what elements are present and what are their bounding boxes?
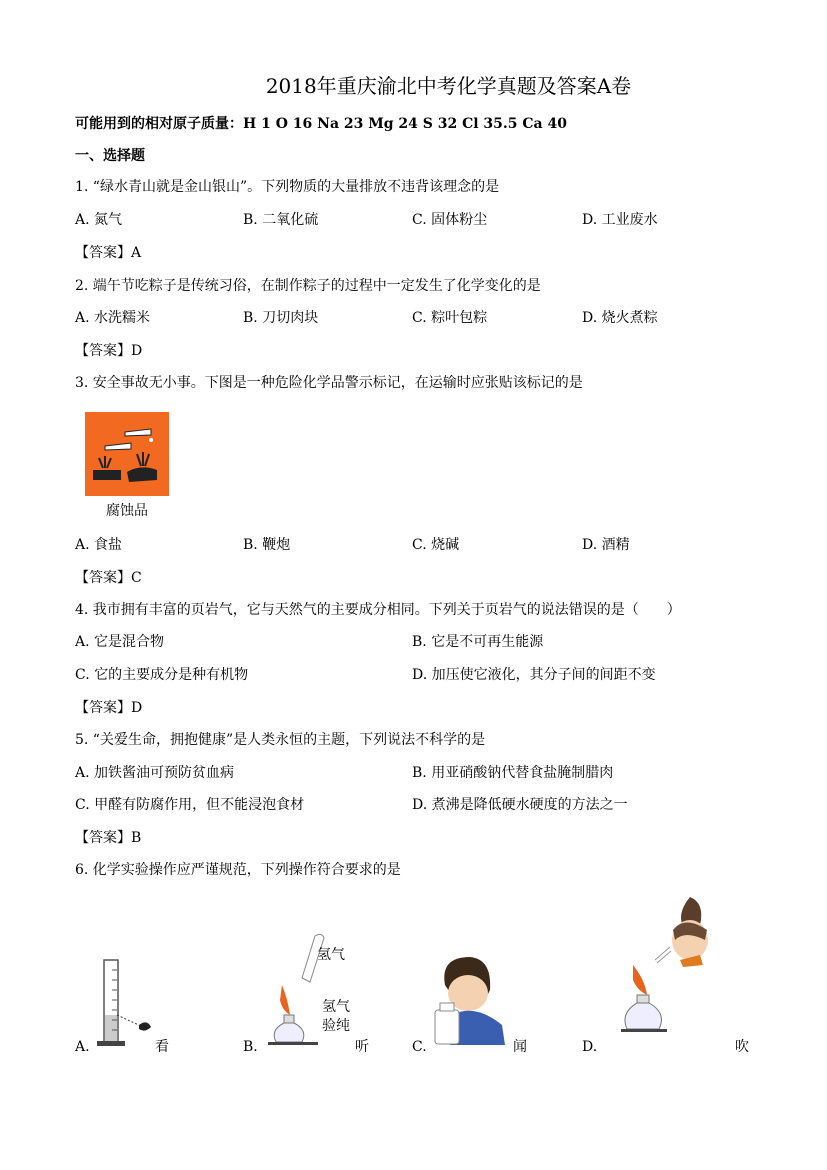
q6-option-c-word: 闻 [513,1039,527,1055]
section-heading: 一、选择题 [75,148,145,164]
test-label-2: 验纯 [322,1018,350,1034]
blowing-out-lamp-illustration [615,895,725,1045]
q3-option-c: C. 烧碱 [412,537,460,553]
q6-option-d: D. [582,1039,598,1055]
test-label-1: 氢气 [322,999,350,1015]
corrosive-warning-sign [85,412,169,496]
q1-option-c: C. 固体粉尘 [412,212,488,228]
q5-answer: 【答案】B [75,830,142,846]
question-6-stem: 6. 化学实验操作应严谨规范，下列操作符合要求的是 [75,862,401,878]
q6-option-b: B. [243,1039,258,1055]
question-2-stem: 2. 端午节吃粽子是传统习俗，在制作粽子的过程中一定发生了化学变化的是 [75,278,541,294]
q3-option-b: B. 鞭炮 [243,537,291,553]
q6-option-a: A. [75,1039,90,1055]
q4-option-d: D. 加压使它液化，其分子间的间距不变 [412,667,656,683]
q5-option-c: C. 甲醛有防腐作用，但不能浸泡食材 [75,797,305,813]
q1-option-a: A. 氮气 [75,212,123,228]
question-1-stem: 1. “绿水青山就是金山银山”。下列物质的大量排放不违背该理念的是 [75,179,500,195]
q2-answer: 【答案】D [75,343,143,359]
q4-option-c: C. 它的主要成分是种有机物 [75,667,249,683]
q3-answer: 【答案】C [75,570,142,586]
q6-option-d-word: 吹 [735,1039,749,1055]
question-4-stem: 4. 我市拥有丰富的页岩气，它与天然气的主要成分相同。下列关于页岩气的说法错误的是（ ） [75,602,681,618]
q4-option-a: A. 它是混合物 [75,634,165,650]
q2-option-d: D. 烧火煮粽 [582,310,658,326]
question-5-stem: 5. “关爱生命，拥抱健康”是人类永恒的主题，下列说法不科学的是 [75,732,486,748]
q2-option-c: C. 粽叶包粽 [412,310,488,326]
q1-answer: 【答案】A [75,245,142,261]
q4-answer: 【答案】D [75,700,143,716]
q2-option-b: B. 刀切肉块 [243,310,319,326]
q5-option-a: A. 加铁酱油可预防贫血病 [75,765,235,781]
q2-option-a: A. 水洗糯米 [75,310,151,326]
graduated-cylinder-illustration [95,955,165,1050]
q6-option-b-word: 听 [355,1039,369,1055]
atomic-masses: 可能用到的相对原子质量：H 1 O 16 Na 23 Mg 24 S 32 Cl 35.5 Ca 40 [75,116,567,132]
tube-label: 氢气 [317,947,345,963]
q5-option-b: B. 用亚硝酸钠代替食盐腌制腊肉 [412,765,614,781]
question-3-stem: 3. 安全事故无小事。下图是一种危险化学品警示标记，在运输时应张贴该标记的是 [75,375,583,391]
q1-option-b: B. 二氧化硫 [243,212,319,228]
q3-option-d: D. 酒精 [582,537,630,553]
q3-option-a: A. 食盐 [75,537,123,553]
q4-option-b: B. 它是不可再生能源 [412,634,544,650]
q5-option-d: D. 煮沸是降低硬水硬度的方法之一 [412,797,628,813]
figure-caption: 腐蚀品 [106,503,148,519]
q1-option-d: D. 工业废水 [582,212,658,228]
smelling-bottle-illustration [430,955,515,1050]
page-title: 2018年重庆渝北中考化学真题及答案A卷 [265,74,632,98]
q6-option-a-word: 看 [155,1039,169,1055]
q6-option-c: C. [412,1039,427,1055]
